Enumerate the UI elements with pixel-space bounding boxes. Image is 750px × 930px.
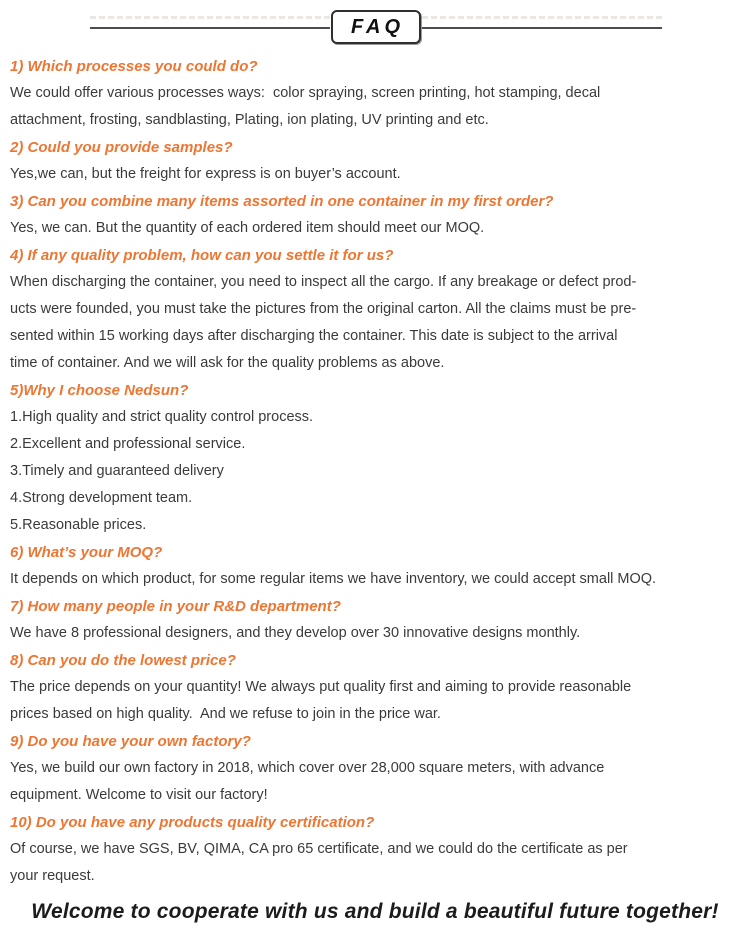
faq-answer [10, 755, 740, 809]
faq-answer-line: 3.Timely and guaranteed delivery [10, 463, 224, 479]
footer [0, 897, 750, 927]
faq-item [10, 242, 740, 377]
header-rule-left [90, 16, 330, 29]
faq-question: 4) If any quality problem, how can you settle it for us? [10, 247, 394, 264]
faq-list [0, 47, 750, 890]
faq-answer-line: 1.High quality and strict quality control process. [10, 409, 314, 425]
faq-question: 5)Why I choose Nedsun? [10, 382, 189, 399]
faq-item [10, 647, 740, 728]
faq-question: 10) Do you have any products quality certification? [10, 814, 375, 831]
faq-answer-line: attachment, frosting, sandblasting, Plating, ion plating, UV printing and etc. [10, 112, 489, 128]
faq-question: 2) Could you provide samples? [10, 139, 233, 156]
dashed-line [90, 16, 330, 19]
faq-question: 9) Do you have your own factory? [10, 733, 251, 750]
faq-item [10, 593, 740, 647]
faq-item [10, 377, 740, 539]
faq-answer [10, 620, 740, 647]
faq-answer-line: prices based on high quality. And we refuse to join in the price war. [10, 706, 441, 722]
faq-item [10, 53, 740, 134]
faq-answer [10, 674, 740, 728]
faq-answer-line: 4.Strong development team. [10, 490, 193, 506]
faq-title-box [331, 10, 421, 44]
faq-item [10, 134, 740, 188]
solid-line [90, 27, 330, 29]
faq-question: 3) Can you combine many items assorted in one container in my first order? [10, 193, 554, 210]
faq-answer-line: Yes,we can, but the freight for express is on buyer’s account. [10, 166, 401, 182]
faq-item [10, 728, 740, 809]
page-title: FAQ [350, 15, 405, 38]
faq-answer-line: It depends on which product, for some regular items we have inventory, we could accept small MOQ. [10, 571, 657, 587]
faq-answer [10, 836, 740, 890]
faq-answer-line: The price depends on your quantity! We always put quality first and aiming to provide reasonable [10, 679, 632, 695]
faq-answer-line: ucts were founded, you must take the pictures from the original carton. All the claims must be pre- [10, 301, 637, 317]
faq-answer-line: time of container. And we will ask for the quality problems as above. [10, 355, 445, 371]
dashed-line [422, 16, 662, 19]
faq-question: 8) Can you do the lowest price? [10, 652, 236, 669]
faq-answer [10, 161, 740, 188]
faq-item [10, 539, 740, 593]
faq-answer-line: equipment. Welcome to visit our factory! [10, 787, 268, 803]
faq-answer-line: We could offer various processes ways: color spraying, screen printing, hot stamping, decal [10, 85, 601, 101]
faq-answer [10, 80, 740, 134]
welcome-message: Welcome to cooperate with us and build a beautiful future together! [31, 900, 719, 923]
faq-answer-line: When discharging the container, you need to inspect all the cargo. If any breakage or defect prod- [10, 274, 637, 290]
faq-question: 7) How many people in your R&D department? [10, 598, 341, 615]
header-rule-right [422, 16, 662, 29]
faq-item [10, 809, 740, 890]
faq-answer-line: We have 8 professional designers, and they develop over 30 innovative designs monthly. [10, 625, 581, 641]
faq-answer-line: Yes, we can. But the quantity of each ordered item should meet our MOQ. [10, 220, 485, 236]
faq-answer-line: your request. [10, 868, 95, 884]
faq-answer-line: Of course, we have SGS, BV, QIMA, CA pro 65 certificate, and we could do the certificate as per [10, 841, 628, 857]
faq-answer-line: 2.Excellent and professional service. [10, 436, 246, 452]
solid-line [422, 27, 662, 29]
faq-header [90, 7, 662, 47]
faq-answer [10, 269, 740, 377]
faq-answer-line: sented within 15 working days after discharging the container. This date is subject to the arrival [10, 328, 618, 344]
faq-question: 6) What’s your MOQ? [10, 544, 163, 561]
faq-item [10, 188, 740, 242]
faq-answer [10, 215, 740, 242]
faq-answer [10, 566, 740, 593]
faq-question: 1) Which processes you could do? [10, 58, 258, 75]
faq-answer [10, 404, 740, 539]
faq-answer-line: Yes, we build our own factory in 2018, which cover over 28,000 square meters, with advance [10, 760, 605, 776]
faq-answer-line: 5.Reasonable prices. [10, 517, 147, 533]
